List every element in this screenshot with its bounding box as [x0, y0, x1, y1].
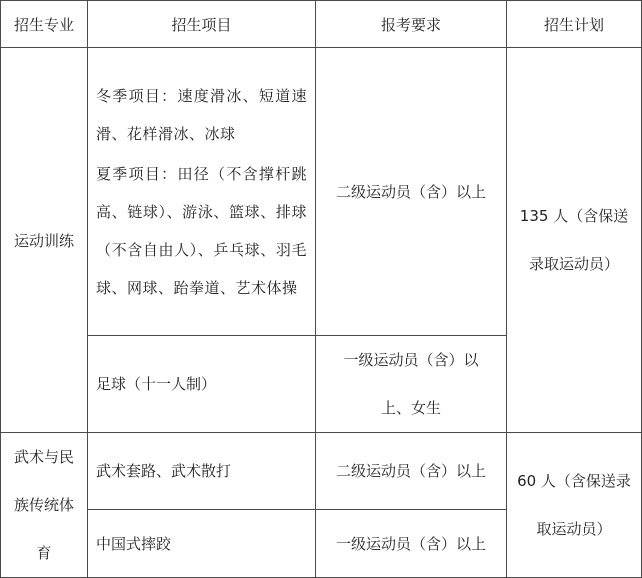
plan-text: 135 人（含保送录取运动员） [519, 207, 629, 273]
header-requirement: 报考要求 [316, 1, 507, 48]
plan-cell [507, 433, 642, 578]
requirement-cell [316, 509, 507, 577]
item-text: 武术套路、武术散打 [96, 462, 232, 481]
table-row [1, 433, 642, 510]
item-cell [88, 433, 316, 510]
table-row [1, 48, 642, 336]
table-header-row [1, 1, 642, 48]
item-text: 夏季项目：田径（不含撑杆跳高、链球）、游泳、篮球、排球（不含自由人）、乒乓球、羽毛球、网球、跆拳道、艺术体操 [96, 165, 307, 298]
header-major: 招生专业 [1, 1, 88, 48]
plan-cell [507, 48, 642, 433]
major-cell [1, 433, 88, 578]
requirement-text: 一级运动员（含）以上、女生 [343, 350, 479, 417]
major-text: 运动训练 [13, 231, 74, 250]
requirement-cell [316, 335, 507, 432]
requirement-cell [316, 48, 507, 336]
major-cell [1, 48, 88, 433]
requirement-text: 二级运动员（含）以上 [335, 462, 486, 481]
item-cell [88, 48, 316, 336]
item-cell [88, 335, 316, 432]
major-text: 武术与民族传统体育 [13, 448, 74, 562]
header-plan: 招生计划 [507, 1, 642, 48]
header-item: 招生项目 [88, 1, 316, 48]
item-cell [88, 509, 316, 577]
requirement-text: 二级运动员（含）以上 [335, 182, 486, 201]
item-text: 中国式摔跤 [96, 534, 172, 553]
requirement-text: 一级运动员（含）以上 [335, 534, 486, 553]
item-text: 冬季项目：速度滑冰、短道速滑、花样滑冰、冰球 [96, 87, 307, 144]
item-text: 足球（十一人制） [96, 375, 217, 394]
requirement-cell [316, 433, 507, 510]
plan-text: 60 人（含保送录取运动员） [517, 472, 631, 538]
